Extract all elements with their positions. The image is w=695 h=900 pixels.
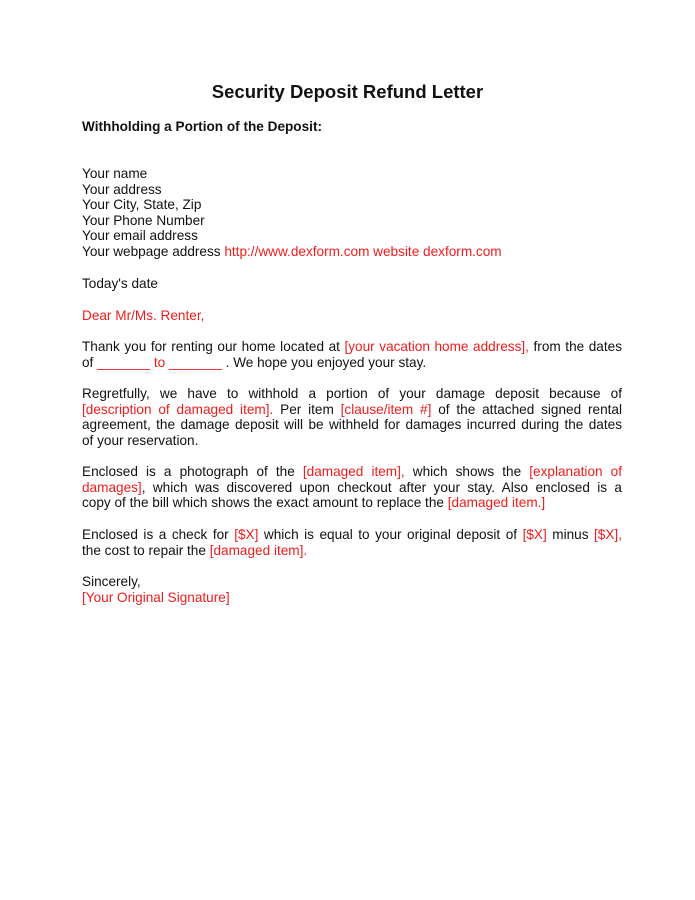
sender-city: Your City, State, Zip [82,197,202,213]
salutation-line [82,308,622,324]
closing: Sincerely, [82,574,141,589]
paragraph-3 [82,464,622,511]
paragraph-2 [82,386,622,448]
text-segment: Per item [273,401,341,417]
paragraph-4 [82,527,622,558]
paragraph-2-line-2 [82,402,622,418]
paragraph-1 [82,339,622,370]
sender-address: Your address [82,181,162,197]
text-segment: from the dates [528,339,623,354]
sender-webpage-link[interactable]: http://www.dexform.com website dexform.com [224,243,502,259]
sender-phone: Your Phone Number [82,212,205,228]
placeholder-damaged-item: [damaged item.] [447,495,546,511]
document-subtitle: Withholding a Portion of the Deposit: [82,119,323,134]
placeholder-amount: [$X], [594,527,622,542]
paragraph-2-line-3: agreement, the damage deposit will be withheld for damages incurred during the dates [82,417,622,433]
text-segment: Thank you for renting our home located at [82,339,345,354]
document-title: Security Deposit Refund Letter [211,81,484,102]
text-segment: of [82,354,98,370]
sender-webpage [82,244,622,260]
paragraph-2-line-1: Regretfully, we have to withhold a portion of your damage deposit because of [82,386,622,401]
placeholder-damaged-item: [damaged item], [302,464,405,479]
sender-name: Your name [82,166,148,181]
text-segment: the cost to repair the [82,542,210,558]
paragraph-1-line-2 [82,355,622,371]
text-segment: Enclosed is a photograph of the [82,464,303,479]
placeholder-amount: [$X] [234,527,259,542]
text-segment: which is equal to your original deposit of [258,527,523,542]
placeholder-explanation: [explanation of [529,464,622,479]
text-segment: . We hope you enjoyed your stay. [221,354,427,370]
text-segment: , which was discovered upon checkout after your stay. Also enclosed is a [141,479,622,495]
closing-block [82,574,622,605]
paragraph-4-line-1 [82,527,622,543]
placeholder-damaged-item: [damaged item]. [209,542,308,558]
placeholder-explanation-end: damages] [82,479,142,495]
text-segment: of the attached signed rental [431,401,622,417]
paragraph-1-line-1 [82,339,622,355]
text-segment: minus [546,527,595,542]
text-segment: which shows the [404,464,530,479]
text-segment: copy of the bill which shows the exact amount to replace the [82,495,448,511]
sender-webpage-prefix: Your webpage address [82,243,225,259]
paragraph-3-line-1 [82,464,622,480]
paragraph-3-line-2 [82,480,622,496]
salutation: Dear Mr/Ms. Renter, [82,308,205,323]
placeholder-clause-item: [clause/item #] [340,401,432,417]
placeholder-vacation-address: [your vacation home address], [344,339,529,354]
paragraph-4-line-2 [82,543,622,559]
todays-date: Today's date [82,276,158,291]
placeholder-damaged-item-description: [description of damaged item]. [82,401,274,417]
date-line [82,276,622,292]
sender-email: Your email address [82,228,198,244]
sender-block [82,166,622,260]
signature-placeholder: [Your Original Signature] [82,589,230,605]
text-segment: Enclosed is a check for [82,527,235,542]
paragraph-2-line-4: of your reservation. [82,432,199,448]
paragraph-3-line-3 [82,495,622,511]
placeholder-amount: [$X] [522,527,547,542]
placeholder-dates: _______ to _______ [97,354,222,370]
